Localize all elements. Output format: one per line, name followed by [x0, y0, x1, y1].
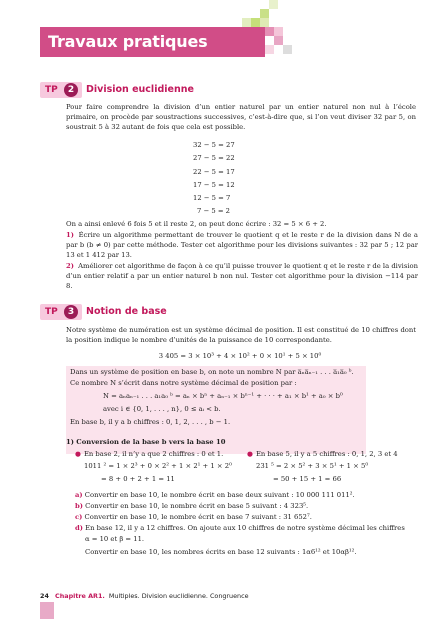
- box-line: N = aₙaₙ₋₁ . . . a₁a₀ ᵇ = aₙ × bⁿ + aₙ₋₁ × bⁿ⁻¹ + · · · + a₁ × b¹ + a₀ × b⁰: [103, 392, 343, 400]
- page-header: [0, 0, 435, 60]
- question-d-line3: Convertir en base 10, les nombres écrits en base 12 suivants : 1α6¹² et 10αβ¹².: [85, 548, 357, 556]
- example-base2-calc: 1011 ² = 1 × 2³ + 0 × 2² + 1 × 2¹ + 1 × 2⁰: [84, 462, 232, 470]
- decor-square: [260, 9, 269, 18]
- question-a: [75, 490, 355, 500]
- example-base5-result: = 50 + 15 + 1 = 66: [273, 475, 342, 483]
- tp2-conclusion: On a ainsi enlevé 6 fois 5 et il reste 2, on peut donc écrire : 32 = 5 × 6 + 2.: [66, 220, 327, 228]
- question-label: a): [75, 491, 83, 499]
- question-text: Convertir en base 10, le nombre écrit en base deux suivant : 10 000 111 011².: [84, 491, 355, 499]
- decor-square: [269, 0, 278, 9]
- example-base5: [247, 449, 398, 459]
- box-line: avec i ∈ {0, 1, . . . , n}, 0 ≤ aᵢ < b.: [103, 405, 221, 413]
- bullet-icon: ●: [75, 450, 81, 458]
- tp-label: TP: [45, 85, 58, 95]
- question-text: Convertir en base 10, le nombre écrit en base 7 suivant : 31 652⁷.: [84, 513, 312, 521]
- tp2-intro: Pour faire comprendre la division d’un entier naturel par un entier naturel non nul à l’école primaire, on procède par soustractions successives, c’est-à-dire que, si l’on veut diviser 32 par 5, on soustrait 5 à 32 autant de fois que cela est possible.: [66, 103, 416, 132]
- example-base5-calc: 231 ⁵ = 2 × 5² + 3 × 5¹ + 1 × 5⁰: [256, 462, 369, 470]
- tp3-heading: [40, 304, 167, 320]
- decor-square: [283, 45, 292, 54]
- step: 7 − 5 = 2: [197, 207, 231, 216]
- question-2: [66, 261, 418, 292]
- question-number: 2): [66, 262, 74, 270]
- step: 17 − 5 = 12: [193, 180, 235, 189]
- question-number: 1): [66, 231, 74, 239]
- question-text: Convertir en base 10, le nombre écrit en base 5 suivant : 4 323⁵.: [85, 502, 309, 510]
- question-label: c): [75, 513, 83, 521]
- page-footer: [40, 592, 249, 602]
- question-c: [75, 512, 312, 522]
- question-text: En base 12, il y a 12 chiffres. On ajoute aux 10 chiffres de notre système décimal les chiffres: [85, 524, 405, 532]
- example-text: En base 5, il y a 5 chiffres : 0, 1, 2, 3 et 4: [255, 450, 398, 458]
- decor-square: [242, 18, 251, 27]
- footer-marker: [40, 602, 54, 619]
- box-line: Ce nombre N s’écrit dans notre système décimal de position par :: [70, 379, 297, 387]
- question-b: [75, 501, 308, 511]
- box-line: Dans un système de position en base b, on note un nombre N par a̅ₙa̅ₙ₋₁ . . . a̅₁a̅₀ ᵇ.: [70, 368, 354, 376]
- tp-badge: [40, 82, 82, 98]
- decor-square: [260, 18, 269, 27]
- question-text: Écrire un algorithme permettant de trouver le quotient q et le reste r de la division dans N de a par b (b ≠ 0) par cette méthode. Tester cet algorithme pour les divisions suivantes : 32 par 5 ; 12 par 13 et 1 412 par 13.: [66, 231, 418, 260]
- step: 12 − 5 = 7: [193, 194, 231, 203]
- question-text: Améliorer cet algorithme de façon à ce qu’il puisse trouver le quotient q et le reste r de la division d’un entier relatif a par un entier naturel b non nul. Tester cet algorithme pour la division −114 par 8.: [66, 262, 418, 291]
- tp-number: 3: [64, 305, 78, 319]
- tp-label: TP: [45, 307, 58, 317]
- subtraction-steps: [193, 139, 273, 219]
- tp-number: 2: [64, 83, 78, 97]
- page-title: Travaux pratiques: [48, 32, 208, 51]
- tp3-title: Notion de base: [86, 305, 167, 317]
- example-text: En base 2, il n’y a que 2 chiffres : 0 et 1.: [83, 450, 224, 458]
- decor-square: [274, 27, 283, 36]
- question-label: d): [75, 524, 83, 532]
- page-number: 24: [40, 592, 49, 600]
- tp-badge: [40, 304, 82, 320]
- decor-square: [265, 45, 274, 54]
- question-d-line2: α = 10 et β = 11.: [85, 535, 145, 543]
- section-title: 1) Conversion de la base b vers la base 10: [66, 438, 226, 446]
- step: 32 − 5 = 27: [193, 141, 235, 149]
- step: 27 − 5 = 22: [193, 154, 235, 163]
- chapter-label: Chapitre AR1.: [55, 592, 105, 600]
- tp3-intro: Notre système de numération est un système décimal de position. Il est constitué de 10 chiffres dont la position indique le nombre d’unités de la puissance de 10 correspondante.: [66, 326, 416, 345]
- tp2-title: Division euclidienne: [86, 83, 194, 95]
- decor-square: [265, 27, 274, 36]
- question-d: [75, 523, 405, 533]
- example-base2: [75, 449, 223, 459]
- title-banner: [40, 27, 265, 57]
- decimal-formula: 3 405 = 3 × 10³ + 4 × 10² + 0 × 10¹ + 5 × 10⁰: [158, 352, 322, 360]
- step: 22 − 5 = 17: [193, 167, 235, 176]
- tp2-heading: [40, 82, 194, 98]
- decor-square: [251, 18, 260, 27]
- chapter-topic: Multiples. Division euclidienne. Congruence: [108, 592, 249, 600]
- question-1: [66, 230, 418, 261]
- decor-square: [274, 36, 283, 45]
- example-base2-result: = 8 + 0 + 2 + 1 = 11: [101, 475, 175, 483]
- bullet-icon: ●: [247, 450, 253, 458]
- question-label: b): [75, 502, 83, 510]
- box-line: En base b, il y a b chiffres : 0, 1, 2, . . . , b − 1.: [70, 418, 231, 426]
